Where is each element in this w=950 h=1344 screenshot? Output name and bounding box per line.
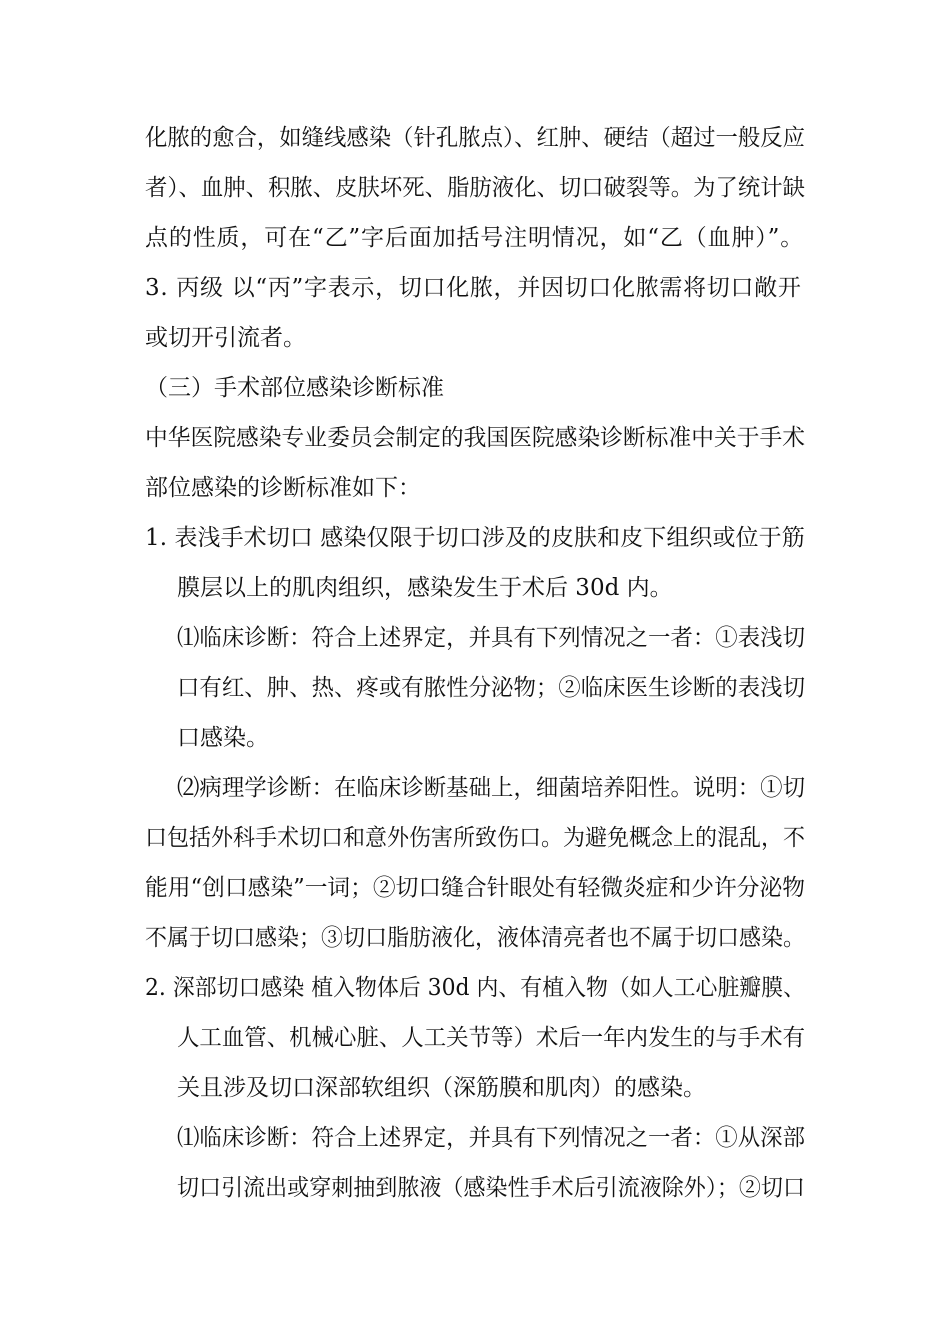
text-line-15: 口包括外科手术切口和意外伤害所致伤口。为避免概念上的混乱，不 (145, 825, 805, 851)
text-line-16: 能用“创口感染”一词；②切口缝合针眼处有轻微炎症和少许分泌物 (145, 875, 805, 901)
text-line-21: ⑴临床诊断：符合上述界定，并具有下列情况之一者：①从深部 (177, 1125, 806, 1151)
text-line-22: 切口引流出或穿刺抽到脓液（感染性手术后引流液除外）；②切口 (177, 1175, 805, 1201)
text-line-4: 3. 丙级 以“丙”字表示，切口化脓，并因切口化脓需将切口敞开 (145, 275, 802, 301)
text-line-5: 或切开引流者。 (145, 325, 306, 351)
text-line-13: 口感染。 (177, 725, 269, 751)
text-line-1: 化脓的愈合，如缝线感染（针孔脓点）、红肿、硬结（超过一般反应 (145, 125, 805, 151)
text-line-7: 中华医院感染专业委员会制定的我国医院感染诊断标准中关于手术 (145, 425, 805, 451)
text-line-9: 1. 表浅手术切口 感染仅限于切口涉及的皮肤和皮下组织或位于筋 (145, 525, 805, 551)
text-line-2: 者）、血肿、积脓、皮肤坏死、脂肪液化、切口破裂等。为了统计缺 (145, 175, 805, 201)
text-line-11: ⑴临床诊断：符合上述界定，并具有下列情况之一者：①表浅切 (177, 625, 806, 651)
text-line-18: 2. 深部切口感染 植入物体后 30d 内、有植入物（如人工心脏瓣膜、 (145, 975, 805, 1001)
text-line-10: 膜层以上的肌肉组织，感染发生于术后 30d 内。 (177, 575, 673, 601)
text-line-20: 关且涉及切口深部软组织（深筋膜和肌肉）的感染。 (177, 1075, 706, 1101)
text-line-17: 不属于切口感染；③切口脂肪液化，液体清亮者也不属于切口感染。 (145, 925, 805, 951)
text-line-19: 人工血管、机械心脏、人工关节等）术后一年内发生的与手术有 (177, 1025, 806, 1051)
text-line-8: 部位感染的诊断标准如下： (145, 475, 421, 501)
section-heading: （三）手术部位感染诊断标准 (145, 375, 444, 401)
text-line-12: 口有红、肿、热、疼或有脓性分泌物；②临床医生诊断的表浅切 (177, 675, 806, 701)
text-line-14: ⑵病理学诊断：在临床诊断基础上，细菌培养阳性。说明：①切 (177, 775, 806, 801)
text-line-3: 点的性质，可在“乙”字后面加括号注明情况，如“乙（血肿）”。 (145, 225, 805, 251)
